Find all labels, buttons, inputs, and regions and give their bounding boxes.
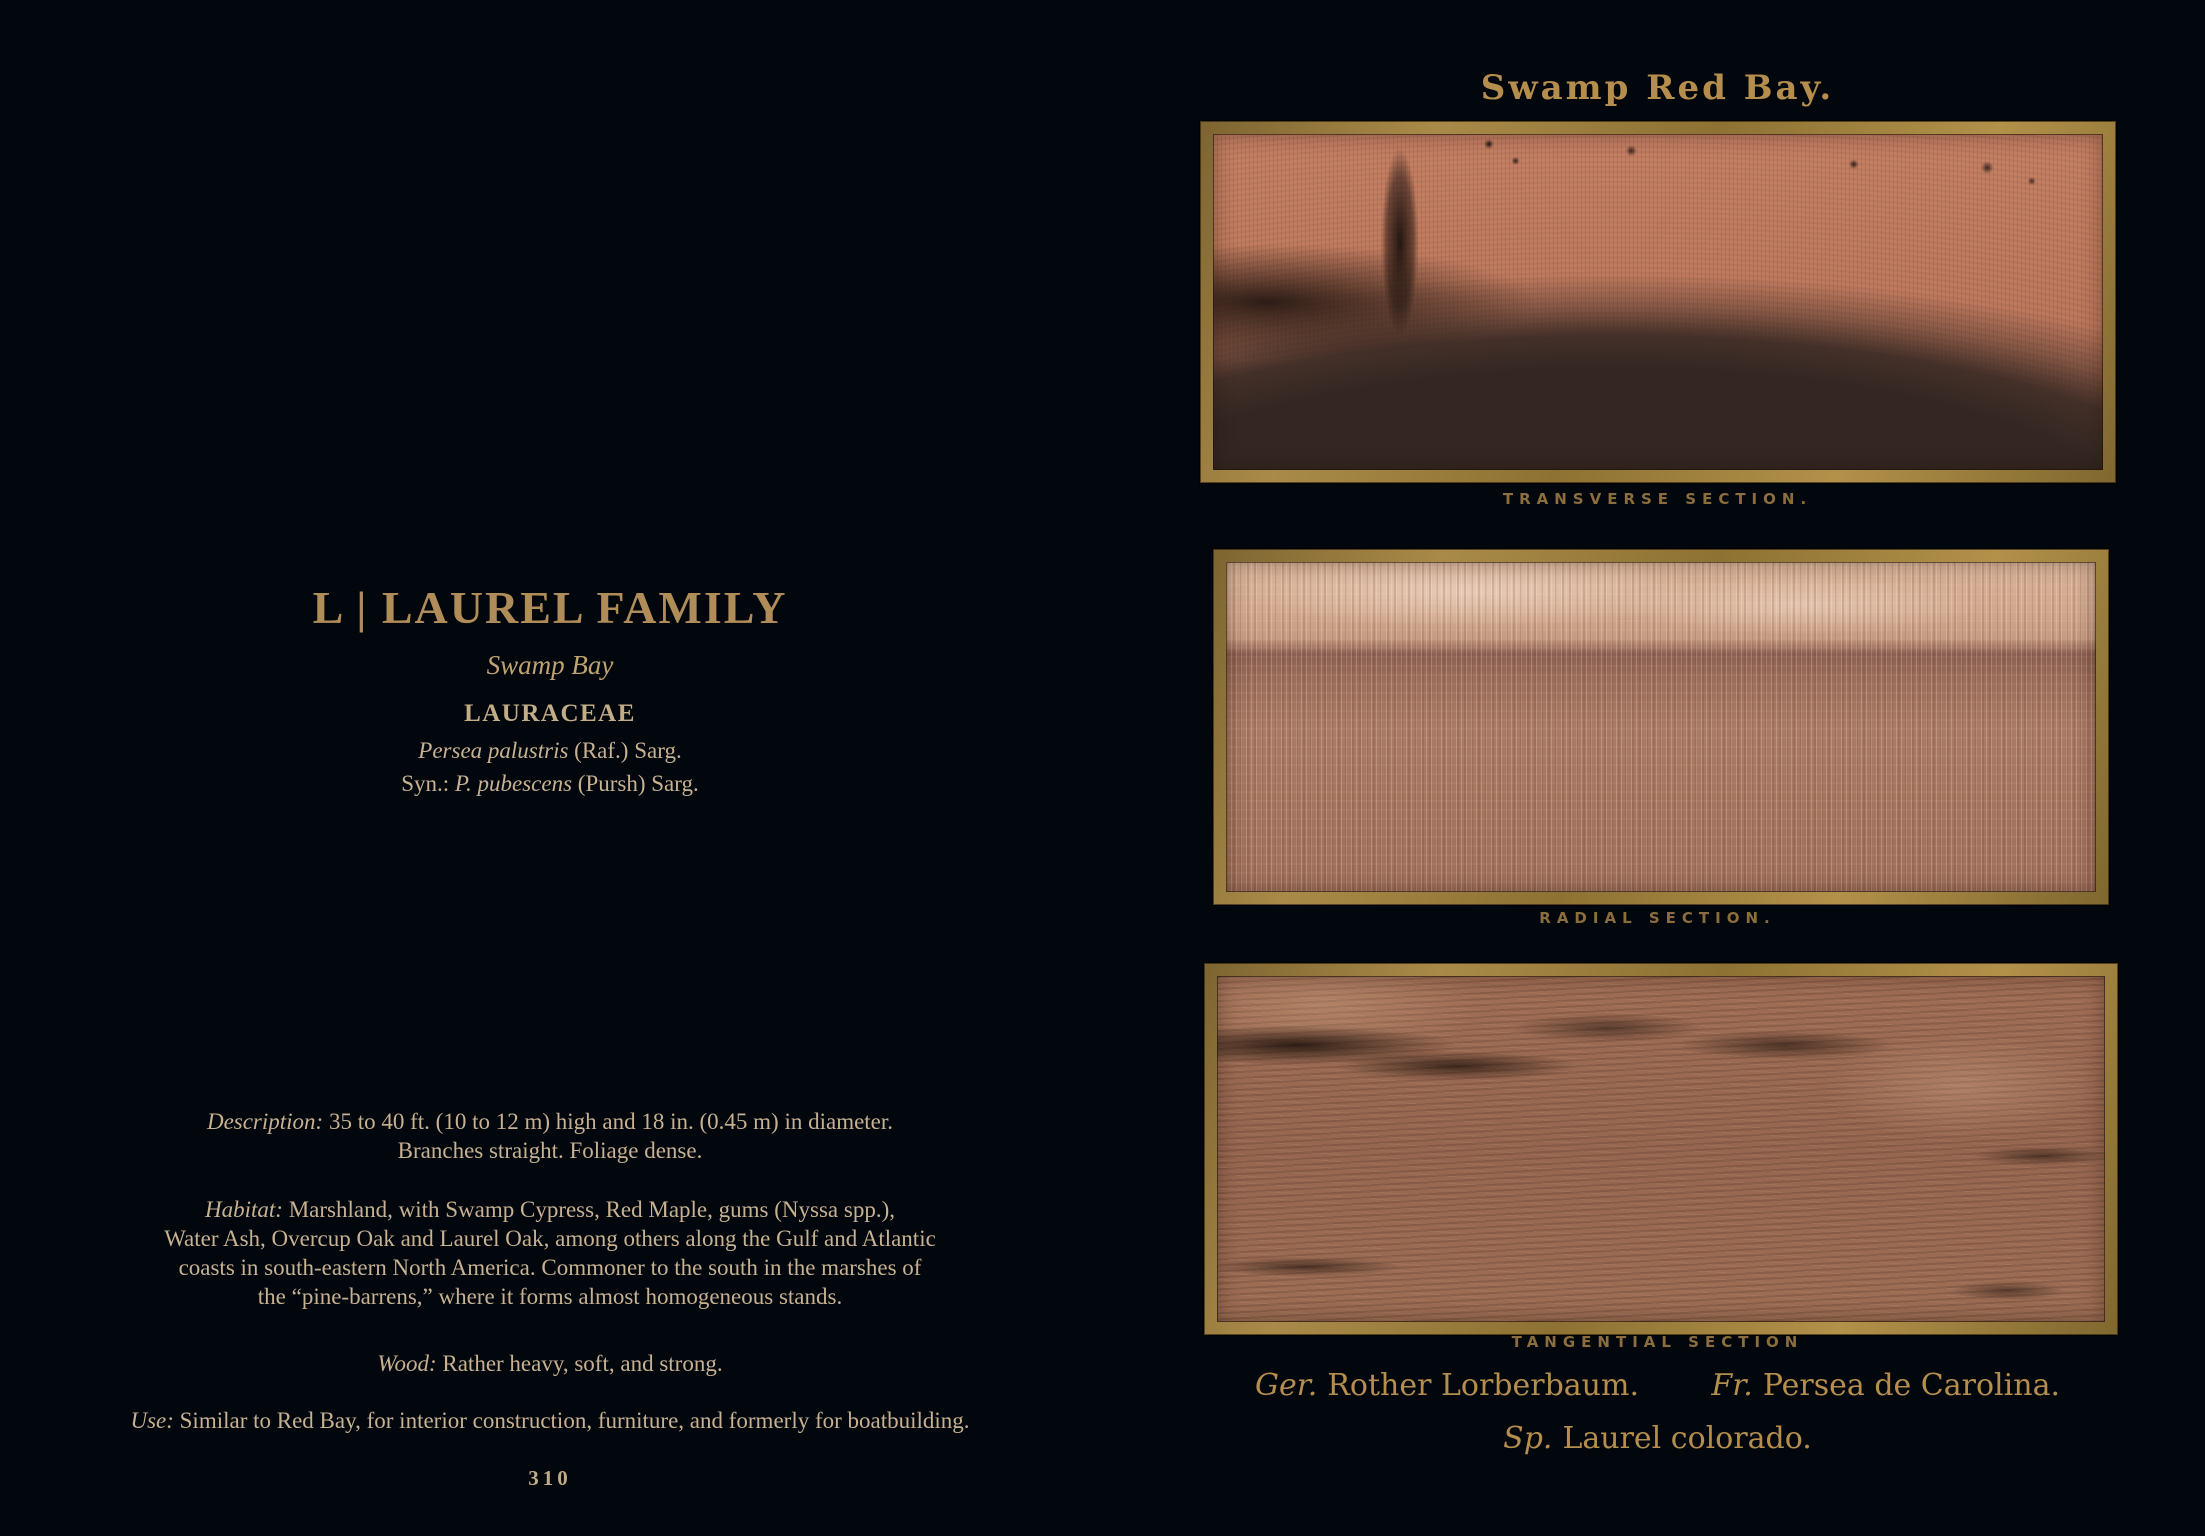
description-text: 35 to 40 ft. (10 to 12 m) high and 18 in. (0.45 m) in diameter. (323, 1109, 894, 1134)
description-line-2: Branches straight. Foliage dense. (397, 1138, 703, 1163)
tangential-section-specimen-image (1217, 976, 2105, 1322)
transverse-section-specimen-image (1213, 134, 2103, 470)
use-paragraph (50, 1406, 1050, 1435)
spanish-name-row (1150, 1421, 2165, 1456)
french-abbr: Fr. (1711, 1368, 1753, 1403)
habitat-line-4: the “pine-barrens,” where it forms almost homogeneous stands. (257, 1284, 843, 1309)
german-abbr: Ger. (1255, 1368, 1318, 1403)
radial-section-specimen-image (1226, 562, 2096, 892)
plate-title: Swamp Red Bay. (1480, 68, 1835, 108)
description-line-1 (50, 1107, 1050, 1136)
habitat-line-1 (50, 1195, 1050, 1224)
family-latin-name: LAURACEAE (464, 700, 636, 727)
habitat-paragraph (50, 1195, 1050, 1311)
transverse-section-plate (1200, 121, 2116, 483)
description-label: Description: (206, 1109, 324, 1134)
species-authority: (Raf.) Sarg. (568, 738, 682, 763)
french-name-text: Persea de Carolina. (1762, 1368, 2060, 1403)
use-label: Use: (130, 1408, 174, 1433)
spanish-name (1503, 1421, 1812, 1456)
radial-section-plate (1213, 549, 2109, 905)
french-name (1711, 1368, 2060, 1403)
spanish-name-text: Laurel colorado. (1562, 1421, 1812, 1456)
use-text: Similar to Red Bay, for interior construction, furniture, and formerly for boatbuilding. (173, 1408, 970, 1433)
german-name-text: Rother Lorberbaum. (1327, 1368, 1639, 1403)
right-page (1150, 0, 2165, 1536)
family-section-title: L | LAUREL FAMILY (312, 582, 788, 633)
left-page (50, 0, 1050, 1536)
species-latin: Persea palustris (418, 738, 569, 763)
habitat-line-2: Water Ash, Overcup Oak and Laurel Oak, among others along the Gulf and Atlantic (164, 1226, 936, 1251)
species-common-name: Swamp Bay (486, 650, 614, 680)
spanish-abbr: Sp. (1503, 1421, 1553, 1456)
species-binomial (50, 738, 1050, 764)
german-name (1255, 1368, 1639, 1403)
synonym-latin: P. pubescens (454, 771, 573, 796)
synonym-authority: (Pursh) Sarg. (572, 771, 699, 796)
wood-text: Rather heavy, soft, and strong. (436, 1351, 723, 1376)
synonym-prefix: Syn.: (401, 771, 455, 796)
page-number: 310 (528, 1466, 572, 1490)
tangential-section-label: TANGENTIAL SECTION (1511, 1333, 1804, 1351)
habitat-label: Habitat: (205, 1197, 283, 1222)
radial-section-label: RADIAL SECTION. (1539, 909, 1776, 927)
transverse-section-label: TRANSVERSE SECTION. (1502, 490, 1813, 508)
synonym-line (50, 771, 1050, 797)
tangential-section-plate (1204, 963, 2118, 1335)
habitat-line-3: coasts in south-eastern North America. Commoner to the south in the marshes of (178, 1255, 922, 1280)
description-paragraph (50, 1107, 1050, 1165)
foreign-names-row (1255, 1368, 2060, 1403)
wood-label: Wood: (377, 1351, 437, 1376)
wood-paragraph (50, 1349, 1050, 1378)
habitat-text: Marshland, with Swamp Cypress, Red Maple, gums (Nyssa spp.), (282, 1197, 895, 1222)
